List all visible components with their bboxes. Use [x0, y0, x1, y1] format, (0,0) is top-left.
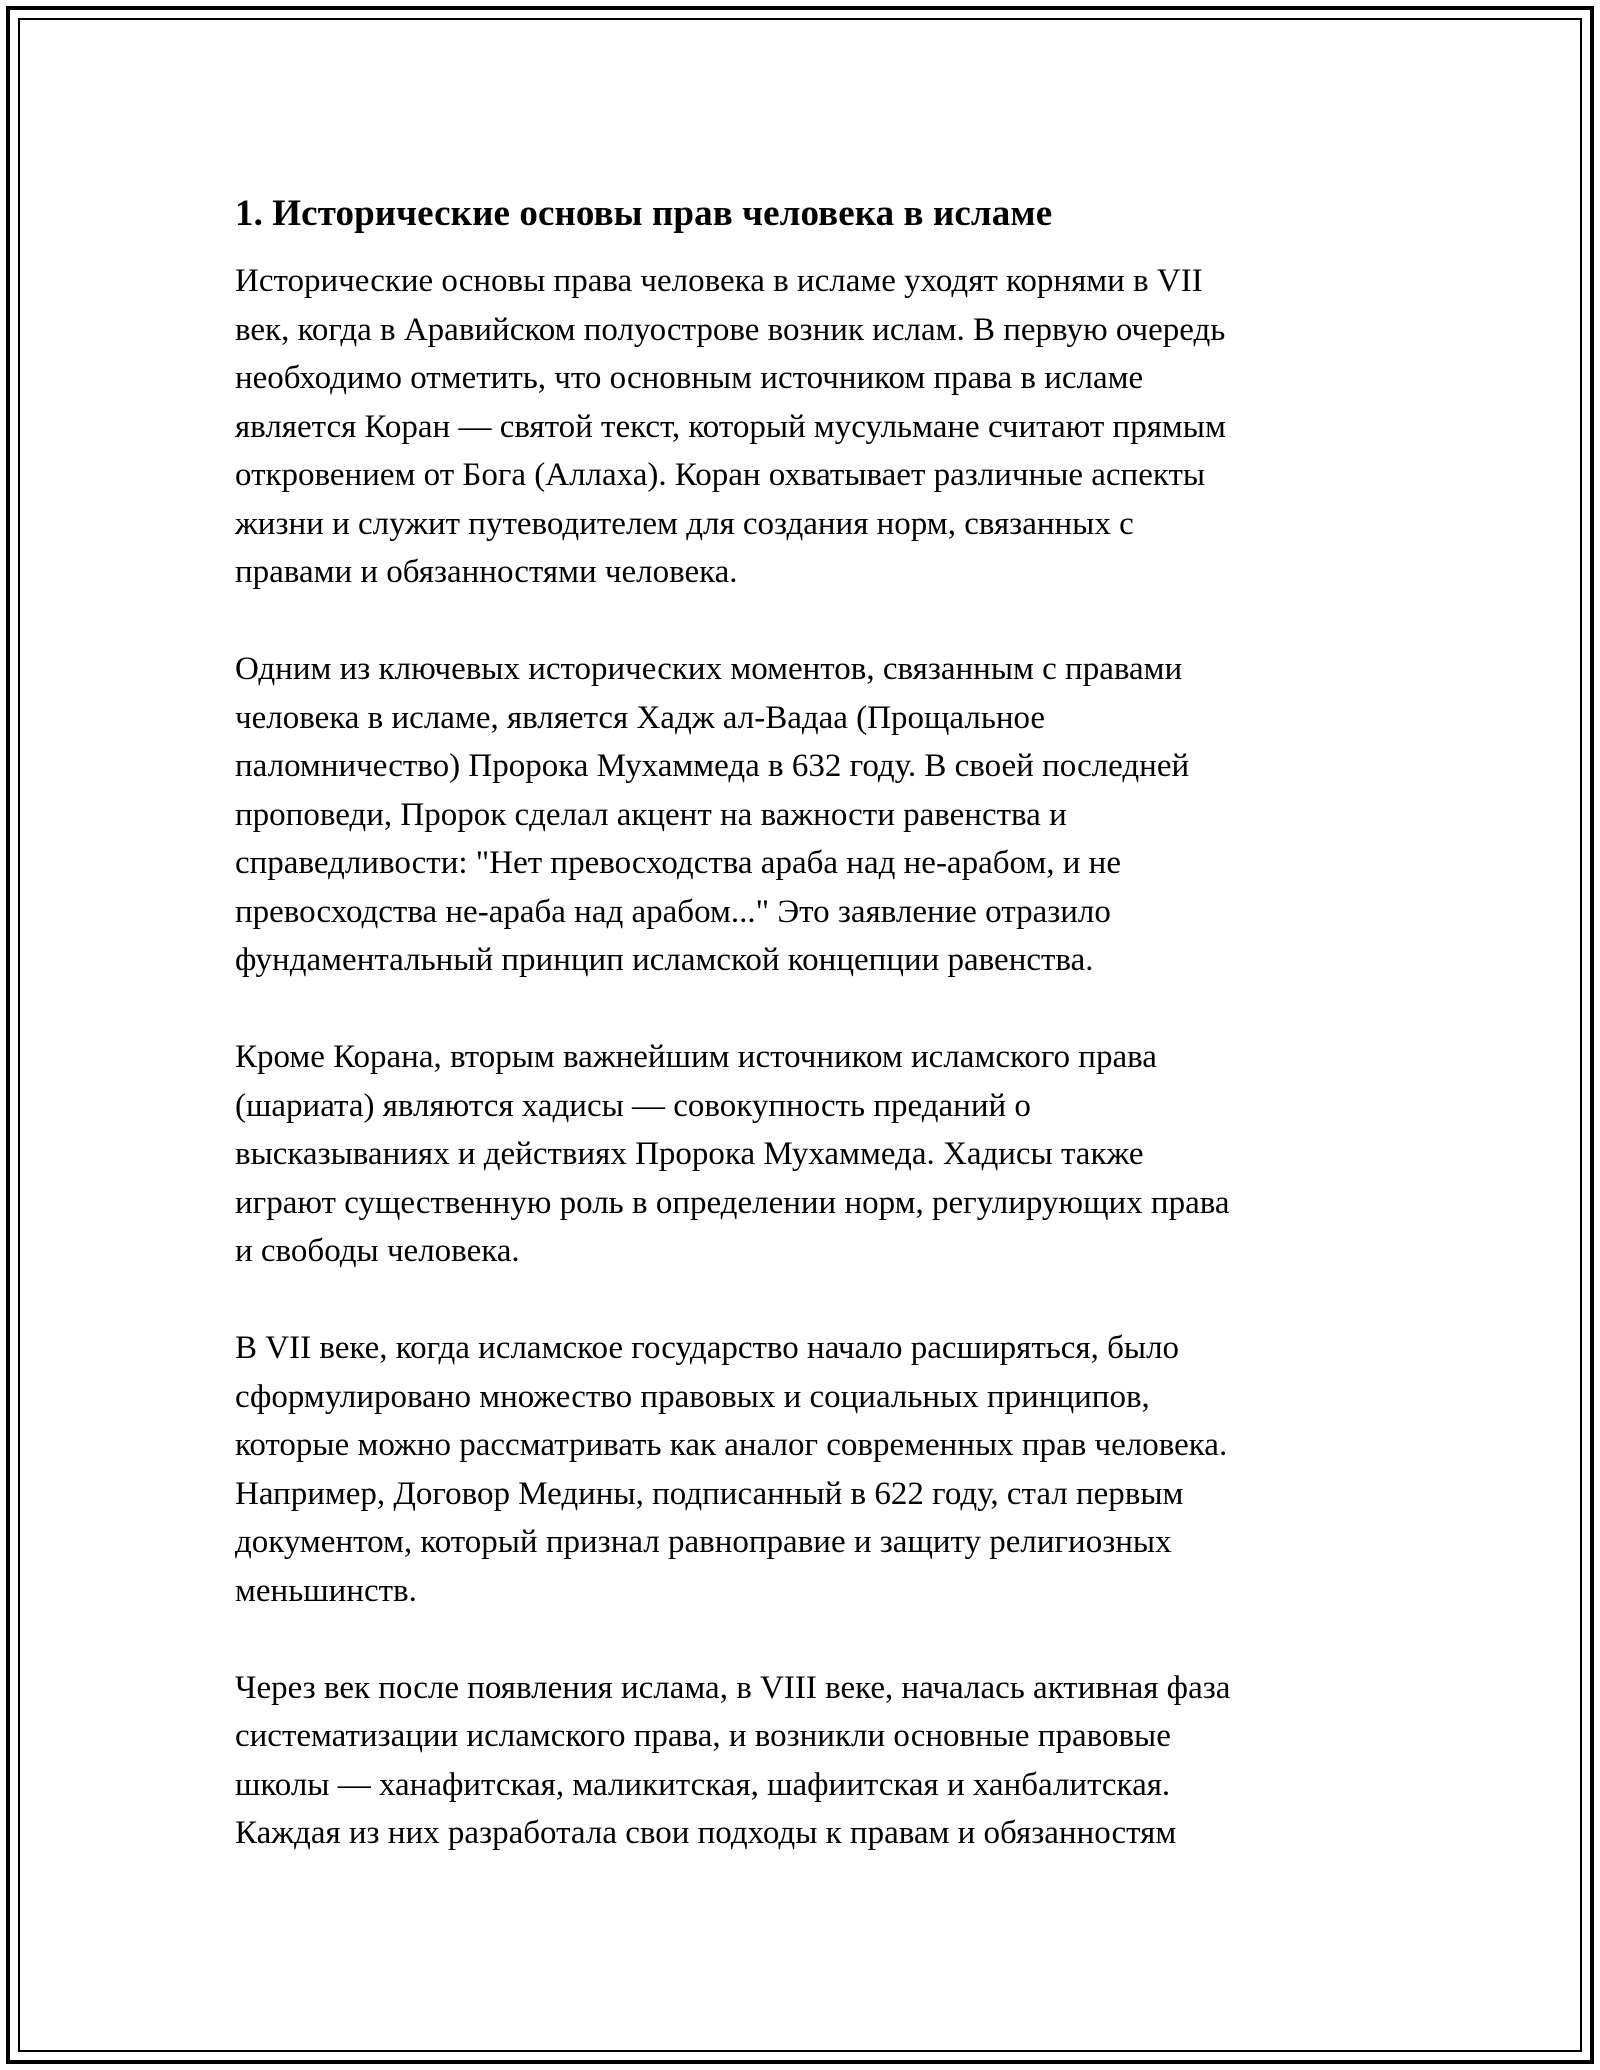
paragraph-4: В VII веке, когда исламское государство начало расширяться, было сформулировано множество правовых и социальных принципов, которые можно рассматривать как аналог современных прав человека. Например, Договор Медины, подписанный в 622 году, стал первым документом, который признал равноправие и защиту религиозных меньшинств. — [235, 1330, 1228, 1609]
paragraph-2: Одним из ключевых исторических моментов, связанным с правами человека в исламе, является Хадж ал-Вадаа (Прощальное паломничество) Пророка Мухаммеда в 632 году. В своей последней проповеди, Пророк сделал акцент на важности равенства и справедливости: "Нет превосходства араба над не-арабом, и не превосходства не-араба над арабом..." Это заявление отразило фундаментальный принцип исламской концепции равенства. — [235, 651, 1190, 978]
section-heading: 1. Исторические основы прав человека в исламе — [235, 193, 1053, 234]
document-body — [235, 188, 1365, 1858]
paragraph-1: Исторические основы права человека в исламе уходят корнями в VII век, когда в Аравийском полуострове возник ислам. В первую очередь необходимо отметить, что основным источником права в исламе является Коран — святой текст, который мусульмане считают прямым откровением от Бога (Аллаха). Коран охватывает различные аспекты жизни и служит путеводителем для создания норм, связанных с правами и обязанностями человека. — [235, 263, 1226, 590]
paragraph-3: Кроме Корана, вторым важнейшим источником исламского права (шариата) являются хадисы — совокупность преданий о высказываниях и действиях Пророка Мухаммеда. Хадисы также играют существенную роль в определении норм, регулирующих права и свободы человека. — [235, 1039, 1230, 1269]
paragraph-5: Через век после появления ислама, в VIII веке, началась активная фаза систематизации исламского права, и возникли основные правовые школы — ханафитская, маликитская, шафиитская и ханбалитская. Каждая из них разработала свои подходы к правам и обязанностям — [235, 1669, 1231, 1851]
